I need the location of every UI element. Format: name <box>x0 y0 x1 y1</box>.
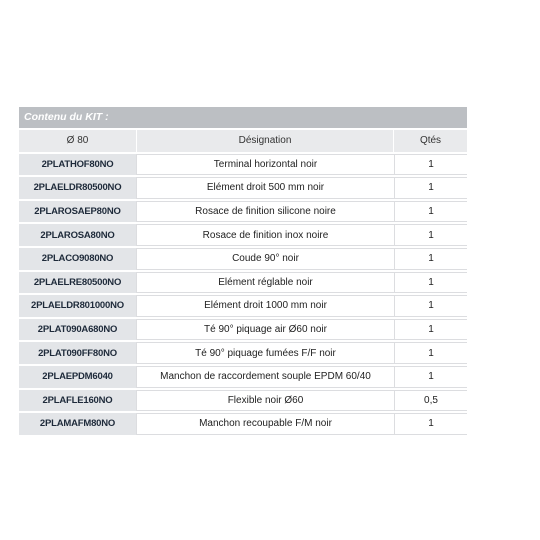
table-row <box>19 413 467 435</box>
table-header-row <box>19 130 467 152</box>
table-row <box>19 319 467 341</box>
cell-designation: Rosace de finition silicone noire <box>136 201 394 223</box>
cell-reference: 2PLAEPDM6040 <box>19 366 136 388</box>
cell-reference: 2PLAELDR80500NO <box>19 177 136 199</box>
cell-reference: 2PLAT090A680NO <box>19 319 136 341</box>
table-row <box>19 201 467 223</box>
header-designation: Désignation <box>136 130 394 152</box>
cell-quantity: 1 <box>394 295 467 317</box>
table-row <box>19 248 467 270</box>
cell-designation: Rosace de finition inox noire <box>136 224 394 246</box>
cell-designation: Coude 90° noir <box>136 248 394 270</box>
cell-reference: 2PLATHOF80NO <box>19 154 136 176</box>
table-row <box>19 154 467 176</box>
cell-designation: Elément réglable noir <box>136 272 394 294</box>
cell-designation: Elément droit 1000 mm noir <box>136 295 394 317</box>
cell-quantity: 1 <box>394 319 467 341</box>
cell-reference: 2PLAT090FF80NO <box>19 342 136 364</box>
cell-quantity: 1 <box>394 366 467 388</box>
cell-quantity: 1 <box>394 224 467 246</box>
cell-designation: Terminal horizontal noir <box>136 154 394 176</box>
cell-designation: Manchon de raccordement souple EPDM 60/40 <box>136 366 394 388</box>
cell-reference: 2PLACO9080NO <box>19 248 136 270</box>
cell-designation: Manchon recoupable F/M noir <box>136 413 394 435</box>
table-row <box>19 366 467 388</box>
cell-reference: 2PLAROSA80NO <box>19 224 136 246</box>
header-quantity: Qtés <box>394 130 467 152</box>
cell-designation: Elément droit 500 mm noir <box>136 177 394 199</box>
cell-quantity: 1 <box>394 272 467 294</box>
cell-designation: Té 90° piquage fumées F/F noir <box>136 342 394 364</box>
table-row <box>19 224 467 246</box>
cell-reference: 2PLAMAFM80NO <box>19 413 136 435</box>
cell-designation: Té 90° piquage air Ø60 noir <box>136 319 394 341</box>
cell-quantity: 1 <box>394 413 467 435</box>
table-row <box>19 272 467 294</box>
cell-reference: 2PLAELDR801000NO <box>19 295 136 317</box>
table-row <box>19 342 467 364</box>
cell-quantity: 1 <box>394 154 467 176</box>
table-title: Contenu du KIT : <box>19 107 467 128</box>
table-row <box>19 390 467 412</box>
cell-reference: 2PLAROSAEP80NO <box>19 201 136 223</box>
table-row <box>19 177 467 199</box>
header-reference: Ø 80 <box>19 130 136 152</box>
cell-reference: 2PLAELRE80500NO <box>19 272 136 294</box>
table-row <box>19 295 467 317</box>
cell-quantity: 1 <box>394 177 467 199</box>
cell-quantity: 0,5 <box>394 390 467 412</box>
cell-reference: 2PLAFLE160NO <box>19 390 136 412</box>
cell-quantity: 1 <box>394 201 467 223</box>
cell-quantity: 1 <box>394 342 467 364</box>
kit-contents-table <box>19 107 467 437</box>
cell-quantity: 1 <box>394 248 467 270</box>
cell-designation: Flexible noir Ø60 <box>136 390 394 412</box>
